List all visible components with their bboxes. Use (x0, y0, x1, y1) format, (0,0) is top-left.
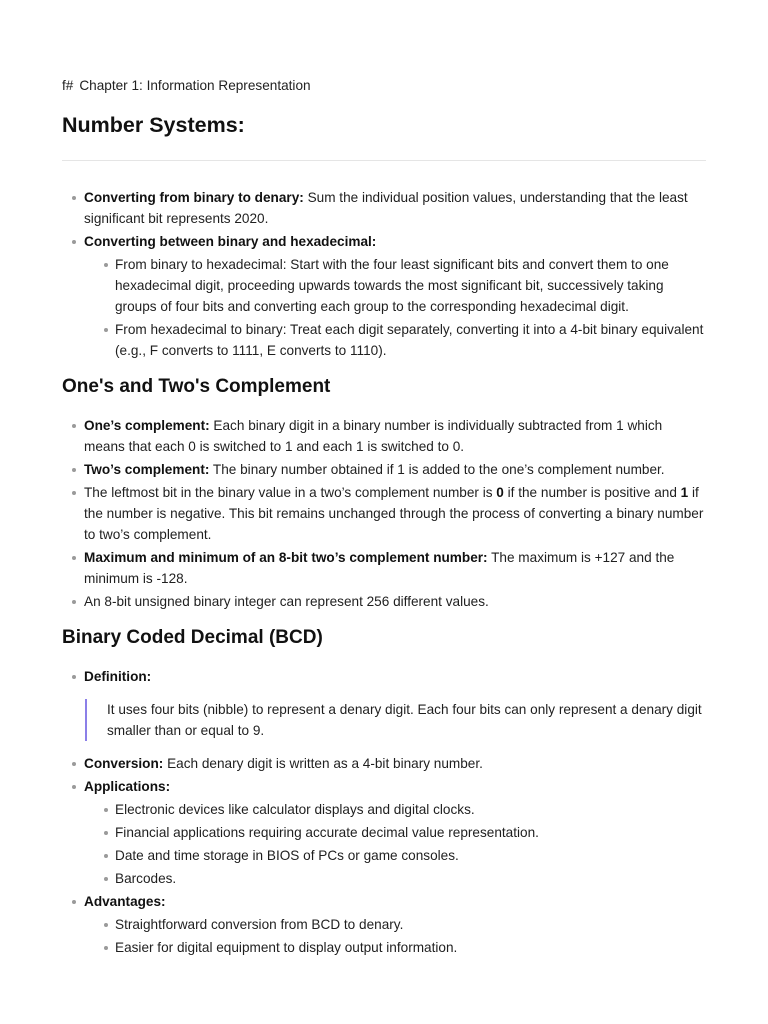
chapter-line (62, 76, 706, 96)
item-text: The maximum is +127 and the minimum is -128. (84, 550, 675, 586)
section-divider (62, 160, 706, 161)
complement-heading: One's and Two's Complement (62, 376, 331, 397)
sub-list-item: Date and time storage in BIOS of PCs or game consoles. (84, 845, 706, 866)
item-bold-digit: 0 (496, 485, 504, 500)
conversion-text: Each denary digit is written as a 4-bit binary number. (163, 756, 483, 771)
list-item (62, 482, 706, 545)
sub-list-item: Electronic devices like calculator displays and digital clocks. (84, 799, 706, 820)
item-text: The leftmost bit in the binary value in a two’s complement number is (84, 485, 497, 500)
list-item (62, 415, 706, 457)
list-item (62, 459, 706, 480)
item-bold-label: Converting between binary and hexadecimal: (84, 234, 377, 249)
chapter-title: Chapter 1: Information Representation (79, 78, 311, 93)
advantages-list (84, 914, 706, 958)
list-item (62, 591, 706, 612)
list-item (62, 891, 706, 958)
item-text: An 8-bit unsigned binary integer can represent 256 different values. (84, 594, 489, 609)
list-item (62, 776, 706, 889)
number-systems-list (62, 187, 706, 361)
list-item (62, 187, 706, 229)
bcd-list (62, 666, 706, 958)
sub-list-item: Straightforward conversion from BCD to denary. (84, 914, 706, 935)
item-text: The binary number obtained if 1 is added to the one’s complement number. (209, 462, 665, 477)
sub-list-item: From hexadecimal to binary: Treat each digit separately, converting it into a 4-bit binary equivalent (e.g., F converts to 1111, E converts to 1110). (84, 319, 706, 361)
sub-list-item: Financial applications requiring accurate decimal value representation. (84, 822, 706, 843)
complement-list (62, 415, 706, 612)
item-text: if the number is negative. This bit remains unchanged through the process of converting a binary number to two’s complement. (84, 485, 704, 542)
sub-list-item: Barcodes. (84, 868, 706, 889)
applications-list (84, 799, 706, 889)
sub-list-item: Easier for digital equipment to display output information. (84, 937, 706, 958)
definition-label: Definition: (84, 669, 152, 684)
item-bold-label: One’s complement: (84, 418, 210, 433)
item-text: Sum the individual position values, understanding that the least significant bit represents 2020. (84, 190, 688, 226)
number-systems-heading: Number Systems: (62, 113, 245, 137)
list-item (62, 753, 706, 774)
sub-list (84, 254, 706, 361)
bcd-heading: Binary Coded Decimal (BCD) (62, 627, 323, 648)
item-bold-label: Converting from binary to denary: (84, 190, 304, 205)
applications-label: Applications: (84, 779, 171, 794)
item-text: Each binary digit in a binary number is individually subtracted from 1 which means that each 0 is switched to 1 and each 1 is switched to 0. (84, 418, 663, 454)
list-item (62, 666, 706, 741)
item-bold-label: Maximum and minimum of an 8-bit two’s complement number: (84, 550, 488, 565)
chapter-hash: f# (62, 78, 74, 93)
list-item (62, 231, 706, 361)
item-bold-label: Two’s complement: (84, 462, 210, 477)
sub-list-item: From binary to hexadecimal: Start with the four least significant bits and convert them to one hexadecimal digit, proceeding upwards towards the most significant bit, successively taking groups of four bits and converting each group to the corresponding hexadecimal digit. (84, 254, 706, 317)
conversion-label: Conversion: (84, 756, 164, 771)
item-bold-digit: 1 (680, 485, 689, 500)
item-text: if the number is positive and (503, 485, 681, 500)
advantages-label: Advantages: (84, 894, 166, 909)
definition-quote: It uses four bits (nibble) to represent a denary digit. Each four bits can only represent a denary digit smaller than or equal to 9. (85, 699, 706, 741)
list-item (62, 547, 706, 589)
